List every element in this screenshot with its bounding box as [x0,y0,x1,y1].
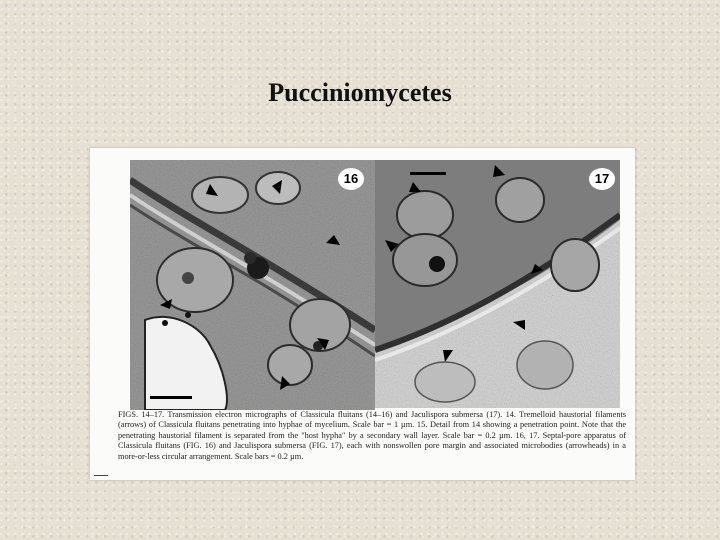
panel-label-16: 16 [338,168,364,190]
micrograph-panel-17 [375,160,620,408]
slide-title: Pucciniomycetes [268,78,452,107]
figure-image [90,148,635,480]
micrograph-16-image [130,160,375,410]
figure-caption: FIGS. 14–17. Transmission electron micrographs of Classicula fluitans (14–16) and Jaculispora submersa (17). 14. Tremelloid haustorial filaments (arrows) of Classicula fluitans penetrating into hyphae of mycelium. Scale bar = 1 µm. 15. Detail from 14 showing a penetration point. Note that the penetrating haustorial filament is separated from the "host hypha" by a secondary wall layer. Scale bar = 0.2 µm. 16, 17. Septal-pore apparatus of Classicula fluitans (FIG. 16) and Jaculispora submersa (FIG. 17), each with nonswollen pore margin and associated microbodies (arrowheads) in a more-or-less circular arrangement. Scale bars = 0.2 µm. [118,410,626,461]
margin-mark [94,475,108,476]
micrograph-17-image [375,160,620,408]
panel-label-17: 17 [589,168,615,190]
